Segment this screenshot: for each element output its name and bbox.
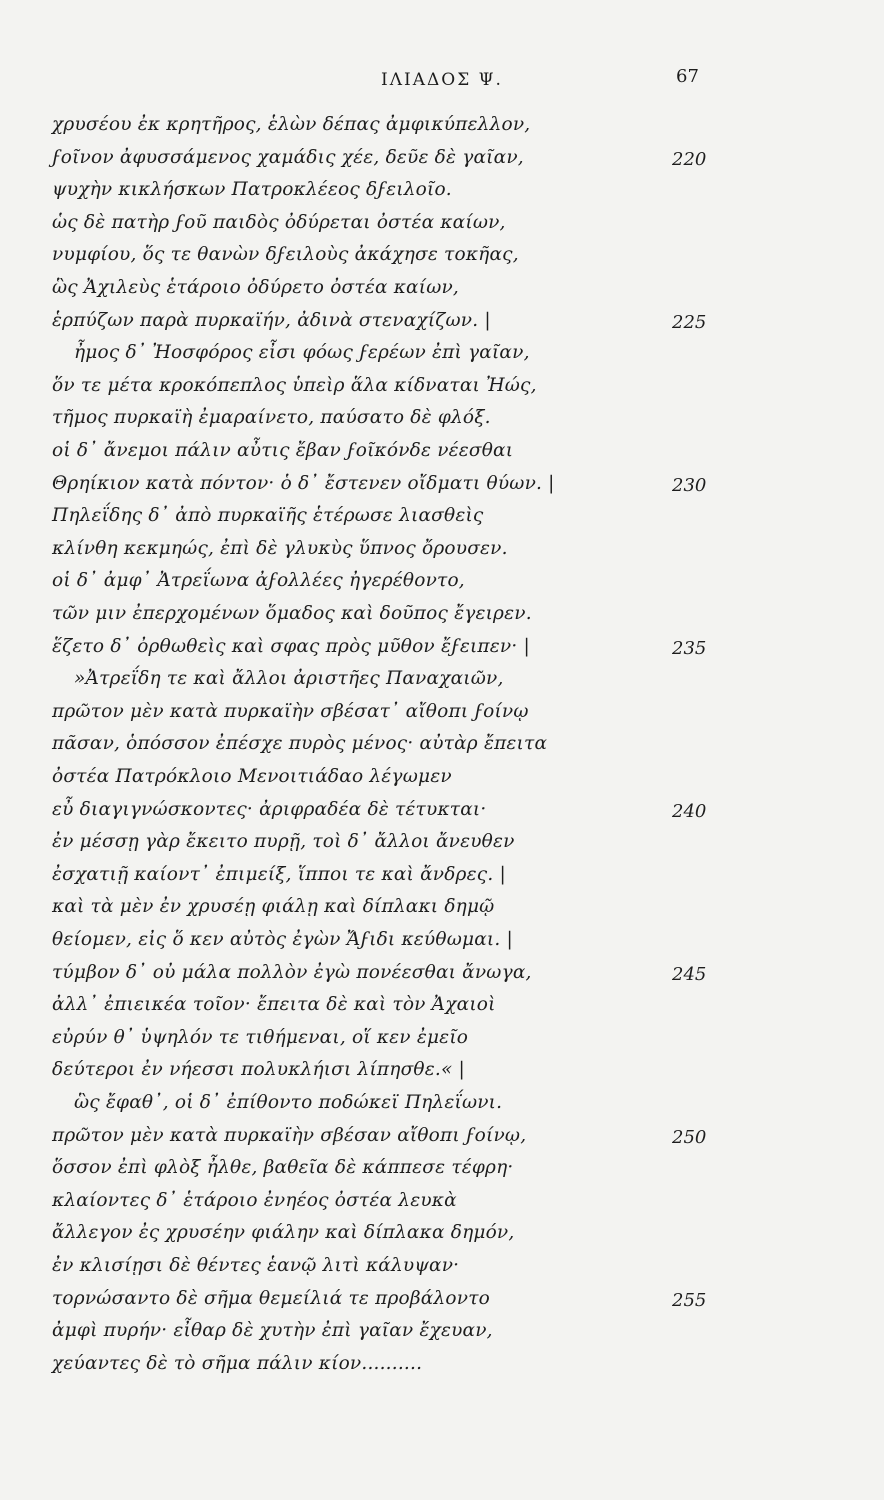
verse-line: τῶν μιν ἐπερχομένων ὅμαδος καὶ δοῦπος ἔγειρεν. [52,603,532,624]
verse-line: ἀμφὶ πυρήν· εἶθαρ δὲ χυτὴν ἐπὶ γαῖαν ἔχευαν, [52,1320,493,1342]
verse-line: Θρηίκιον κατὰ πόντον· ὁ δ᾽ ἔστενεν οἴδματι θύων. | [52,472,555,494]
verse-line: καὶ τὰ μὲν ἐν χρυσέῃ φιάλῃ καὶ δίπλακι δημῷ [52,896,495,918]
line-number: 230 [672,474,707,496]
verse-line: ὡς δὲ πατὴρ ϝοῦ παιδὸς ὀδύρεται ὀστέα καίων, [52,211,506,233]
verse-line: ἐσχατιῇ καίοντ᾽ ἐπιμείξ, ἵπποι τε καὶ ἄνδρες. | [52,863,506,885]
verse-line: τύμβον δ᾽ οὐ μάλα πολλὸν ἐγὼ πονέεσθαι ἄνωγα, [52,961,532,983]
line-number: 220 [672,148,707,170]
verse-line: ἀλλ᾽ ἐπιεικέα τοῖον· ἔπειτα δὲ καὶ τὸν Ἀχαιοὶ [52,994,496,1016]
verse-line: οἱ δ᾽ ἀμφ᾽ Ἀτρεΐωνα ἀϝολλέες ἠγερέθοντο, [52,570,465,592]
verse-line: ὅσσον ἐπὶ φλὸξ ἦλθε, βαθεῖα δὲ κάππεσε τέφρη· [52,1157,514,1179]
verse-line: χρυσέου ἐκ κρητῆρος, ἑλὼν δέπας ἀμφικύπελλον, [52,114,531,135]
line-number: 240 [672,800,707,822]
verse-line: ψυχὴν κικλήσκων Πατροκλέεος δϝειλοῖο. [52,179,452,201]
verse-line: πρῶτον μὲν κατὰ πυρκαϊὴν σβέσαν αἴθοπι ϝοίνῳ, [52,1124,527,1146]
verse-line: θείομεν, εἰς ὅ κεν αὐτὸς ἐγὼν Ἄϝιδι κεύθωμαι. | [52,929,513,950]
verse-line: εὖ διαγιγνώσκοντες· ἀριφραδέα δὲ τέτυκται· [52,798,487,820]
verse-line: τορνώσαντο δὲ σῆμα θεμείλιά τε προβάλοντο [52,1287,490,1309]
verse-line: ἄλλεγον ἐς χρυσέην φιάλην καὶ δίπλακα δημόν, [52,1222,515,1244]
running-head: ΙΛΙΑΔΟΣ Ψ. [381,70,503,90]
verse-line: πᾶσαν, ὁπόσσον ἐπέσχε πυρὸς μένος· αὐτὰρ ἔπειτα [52,733,548,755]
verse-line: ἐν κλισίῃσι δὲ θέντες ἑανῷ λιτὶ κάλυψαν· [52,1255,460,1276]
page-number: 67 [676,66,699,87]
verse-line: δεύτεροι ἐν νήεσσι πολυκλήισι λίπησθε.« | [52,1059,465,1081]
verse-line: νυμφίου, ὅς τε θανὼν δϝειλοὺς ἀκάχησε τοκῆας, [52,244,519,266]
verse-line: κλαίοντες δ᾽ ἑτάροιο ἐνηέος ὀστέα λευκὰ [52,1189,457,1211]
verse-line: ἦμος δ᾽ Ἠοσφόρος εἶσι φόως ϝερέων ἐπὶ γαῖαν, [74,342,530,364]
verse-line: πρῶτον μὲν κατὰ πυρκαϊὴν σβέσατ᾽ αἴθοπι ϝοίνῳ [52,700,529,722]
verse-line: ὣς Ἀχιλεὺς ἑτάροιο ὀδύρετο ὀστέα καίων, [52,277,460,298]
verse-line: χεύαντες δὲ τὸ σῆμα πάλιν κίον.......... [52,1352,423,1374]
verse-line: τῆμος πυρκαϊὴ ἐμαραίνετο, παύσατο δὲ φλόξ. [52,407,491,429]
verse-line: ἕζετο δ᾽ ὀρθωθεὶς καὶ σφας πρὸς μῦθον ἔϝειπεν· | [52,635,530,657]
verse-line: ὣς ἔφαθ᾽, οἱ δ᾽ ἐπίθοντο ποδώκεϊ Πηλεΐωνι. [74,1092,503,1113]
verse-line: εὐρύν θ᾽ ὑψηλόν τε τιθήμεναι, οἵ κεν ἐμεῖο [52,1026,469,1048]
verse-line: ϝοῖνον ἀφυσσάμενος χαμάδις χέε, δεῦε δὲ γαῖαν, [52,146,524,168]
verse-line: ἑρπύζων παρὰ πυρκαϊήν, ἀδινὰ στεναχίζων. | [52,309,491,331]
verse-line: Πηλεΐδης δ᾽ ἀπὸ πυρκαϊῆς ἑτέρωσε λιασθεὶς [52,505,484,527]
line-number: 255 [672,1289,707,1311]
line-number: 250 [672,1126,707,1148]
verse-line: κλίνθη κεκμηώς, ἐπὶ δὲ γλυκὺς ὕπνος ὄρουσεν. [52,537,508,559]
verse-line: ὀστέα Πατρόκλοιο Μενοιτιάδαο λέγωμεν [52,766,452,787]
line-number: 225 [672,311,707,333]
verse-line: οἱ δ᾽ ἄνεμοι πάλιν αὖτις ἔβαν ϝοῖκόνδε νέεσθαι [52,440,514,461]
line-number: 235 [672,637,707,659]
line-number: 245 [672,963,707,985]
verse-line: »Ἀτρεΐδη τε καὶ ἄλλοι ἀριστῆες Παναχαιῶν, [74,668,504,690]
verse-line: ἐν μέσσῃ γὰρ ἔκειτο πυρῇ, τοὶ δ᾽ ἄλλοι ἄνευθεν [52,831,515,853]
verse-line: ὅν τε μέτα κροκόπεπλος ὑπεὶρ ἅλα κίδναται Ἠώς, [52,374,537,396]
